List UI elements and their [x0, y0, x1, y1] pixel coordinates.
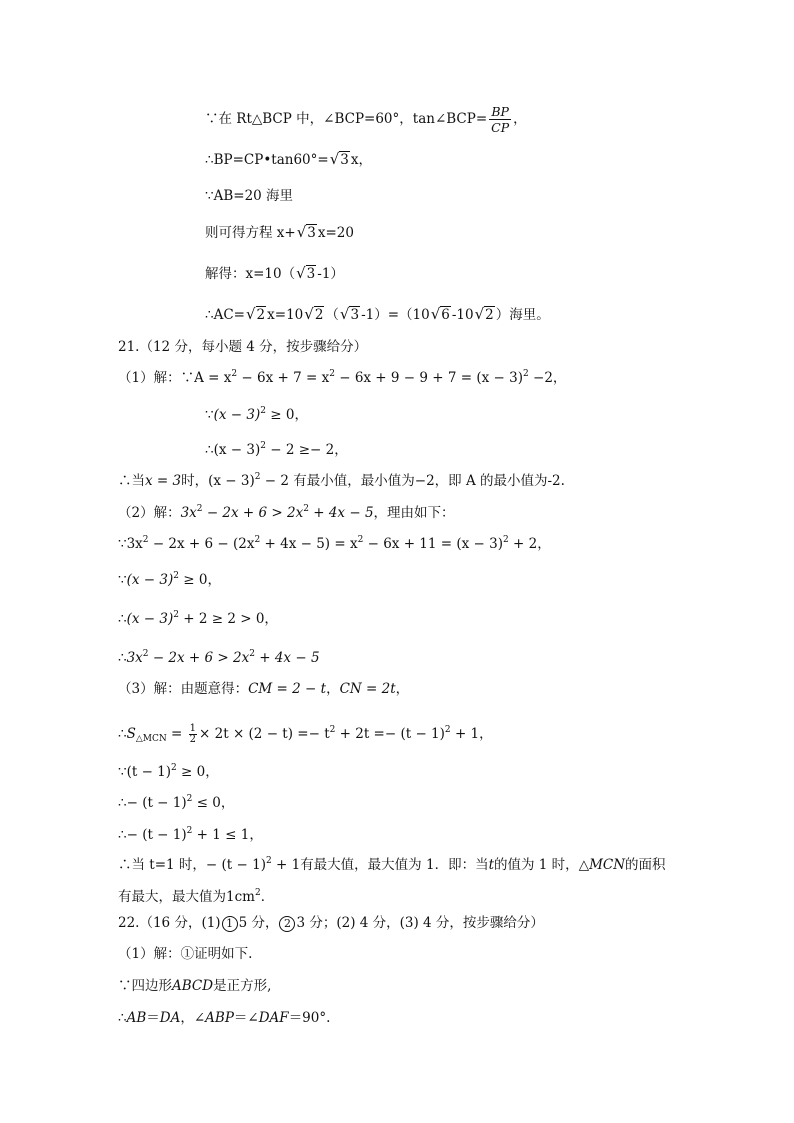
q21-p2-line2: $\because 3x^2 - 2x + 6 - (2x^2 + 4x - 5) = x^2 - 6x + 11 = (x - 3)^2 + 2$，	[118, 535, 551, 552]
q21-p1-line4: ∴当x = 3时，$(x - 3)^2 - 2$ 有最小值，最小值为−2，即 A 的最小值为-2.	[118, 472, 565, 489]
sqrt-2: √2	[474, 305, 494, 323]
q21-p3-line4: ∴− $(t - 1)^2 \le 0$，	[118, 794, 235, 811]
q22-line1: （1）解：①证明如下.	[118, 946, 253, 962]
fraction-one-half: $\frac{1}{2}$	[189, 723, 197, 745]
q21-p3-line7: 有最大，最大值为$1cm^2$．	[118, 888, 275, 905]
q21-p1-line1: （1）解：∵A = $x^2 - 6x + 7 = x^2 - 6x + 9 - 9 + 7 = (x - 3)^2 -2$，	[118, 369, 567, 386]
q22-line3: ∴AB＝DA，∠ABP＝∠DAF＝90°.	[118, 1010, 331, 1026]
q21-p3-line5: ∴− $(t - 1)^2 + 1 \le 1$，	[118, 826, 263, 843]
line-equation: 则可得方程 x+√3 x=20	[205, 223, 354, 241]
q22-header: 22.（16 分，(1) 1 5 分， 2 3 分；(2) 4 分，(3) 4 分，按步骤给分）	[118, 915, 544, 931]
q21-p3-line1: （3）解：由题意得：CM = 2 − t，CN = 2t，	[118, 681, 410, 697]
line-solve-x: 解得：x=10（√3 -1）	[205, 264, 344, 282]
sqrt-2: √2	[245, 305, 266, 323]
circled-number-1: 1	[222, 916, 238, 932]
q21-header: 21.（12 分，每小题 4 分，按步骤给分）	[118, 339, 368, 355]
fraction-bp-cp: $\frac{BP}{CP}$	[491, 104, 510, 135]
q21-p2-line3: ∵(x − 3)$^2$ ≥ 0，	[118, 571, 221, 588]
sqrt-3: √3	[329, 150, 349, 168]
sqrt-2: √2	[304, 305, 324, 323]
sqrt-3: √3	[296, 264, 316, 282]
q21-p2-line1: （2）解：$3x^2 - 2x + 6 > 2x^2 + 4x - 5$，理由如下：	[118, 504, 455, 521]
q21-p3-line6: ∴当 t=1 时，− $(t - 1)^2 + 1$有最大值，最大值为 1．即：当t的值为 1 时，△MCN的面积	[118, 856, 666, 873]
line-bp-equals: ∴BP=CP•tan60°=√3 x，	[205, 150, 372, 168]
q21-p2-line4: ∴(x − 3)$^2$ + 2 ≥ 2 > 0，	[118, 610, 278, 627]
line-ab-20: ∵AB=20 海里	[205, 188, 294, 204]
q22-line2: ∵四边形ABCD是正方形,	[118, 978, 272, 994]
q21-p1-line2: ∵(x − 3)$^2$ ≥ 0，	[205, 406, 308, 423]
line-ac-result: ∴AC=√2 x=10√2 （√3 -1）=（10√6 -10√2 ）海里。	[205, 305, 550, 323]
q21-p1-line3: ∴(x − 3)$^2$ − 2 ≥− 2，	[205, 441, 348, 458]
sqrt-3: √3	[296, 223, 316, 241]
line-tan-bcp: ∵在 Rt△BCP 中，∠BCP=60°，tan∠BCP= $\frac{BP}{CP}$ ，	[205, 104, 527, 135]
q21-p3-line3: ∵(t − 1)$^2$ ≥ 0，	[118, 763, 219, 780]
q21-p3-line2: $\therefore S_{\triangle MCN}$ = $\frac{1}{2}$ × $2t \times (2 - t) =- t^2 + 2t =- (t - 1)^2 + 1$，	[118, 723, 493, 745]
sqrt-6: √6	[430, 305, 450, 323]
circled-number-2: 2	[279, 916, 295, 932]
sqrt-3: √3	[339, 305, 360, 323]
q21-p2-line5: $\therefore 3x^2 - 2x + 6 > 2x^2 + 4x - 5$	[118, 649, 320, 666]
